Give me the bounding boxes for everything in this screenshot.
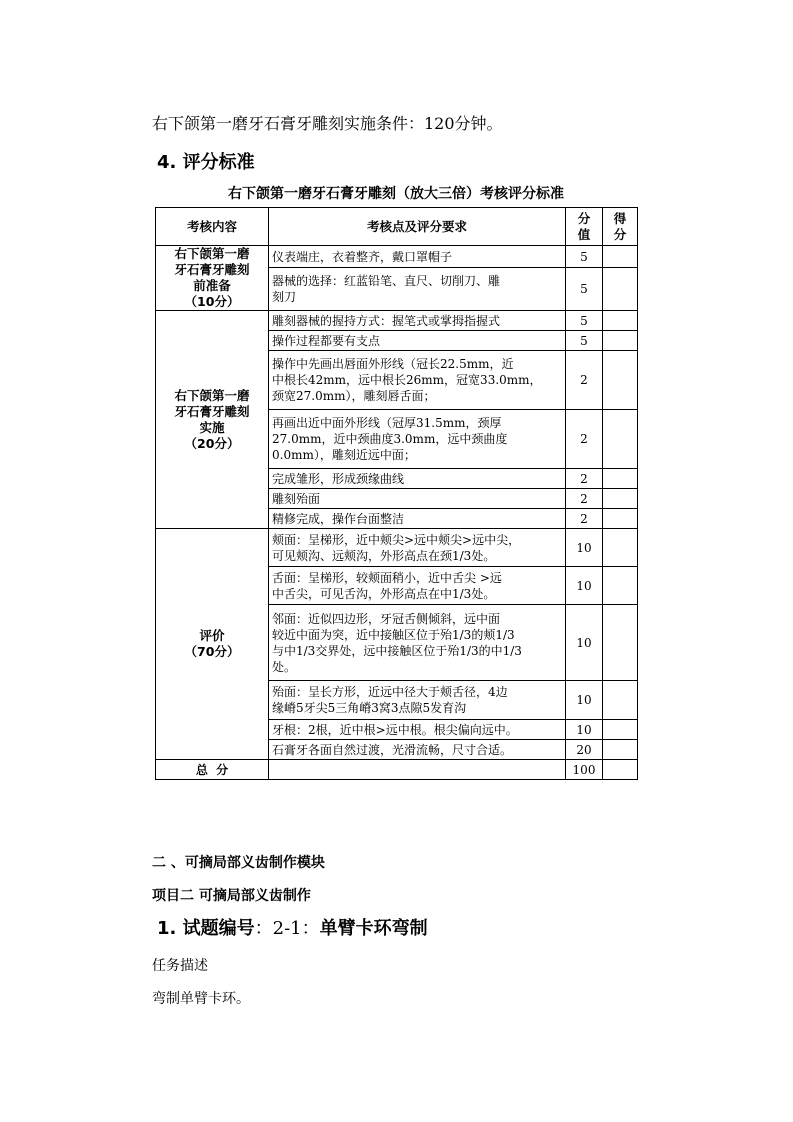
task-description: 弯制单臂卡环。 bbox=[152, 991, 250, 1007]
requirement-cell: 殆面：呈长方形，近远中径大于颊舌径，4边 缘嵴5牙尖5三角嵴3窝3点隙5发育沟 bbox=[269, 681, 566, 720]
earned-score-cell bbox=[603, 351, 638, 410]
score-cell: 10 bbox=[566, 567, 603, 605]
score-cell: 2 bbox=[566, 469, 603, 489]
category-cell: 评价 （70分） bbox=[156, 529, 269, 760]
score-cell: 2 bbox=[566, 351, 603, 410]
earned-score-cell bbox=[603, 331, 638, 351]
earned-score-cell bbox=[603, 509, 638, 529]
earned-score-cell bbox=[603, 605, 638, 681]
earned-score-cell bbox=[603, 246, 638, 268]
score-cell: 10 bbox=[566, 605, 603, 681]
earned-score-cell bbox=[603, 268, 638, 311]
score-cell: 10 bbox=[566, 529, 603, 567]
score-cell: 10 bbox=[566, 681, 603, 720]
category-cell: 右下颌第一磨 牙石膏牙雕刻 前准备 （10分） bbox=[156, 246, 269, 311]
table-header-row bbox=[156, 208, 638, 246]
score-cell: 5 bbox=[566, 311, 603, 331]
score-cell: 5 bbox=[566, 246, 603, 268]
earned-score-cell bbox=[603, 567, 638, 605]
section-4-heading: 4. 评分标准 bbox=[157, 152, 255, 173]
requirement-cell: 牙根：2根，近中根>远中根。根尖偏向远中。 bbox=[269, 720, 566, 740]
header-score: 分 值 bbox=[566, 208, 603, 246]
table-caption: 右下颌第一磨牙石膏牙雕刻（放大三倍）考核评分标准 bbox=[228, 186, 564, 202]
requirement-cell: 颊面：呈梯形，近中颊尖>远中颊尖>远中尖， 可见颊沟、远颊沟，外形高点在颈1/3处。 bbox=[269, 529, 566, 567]
earned-score-cell bbox=[603, 740, 638, 760]
requirement-cell: 完成雏形，形成颈缘曲线 bbox=[269, 469, 566, 489]
total-row bbox=[156, 760, 638, 780]
table-row bbox=[156, 246, 638, 268]
requirement-cell: 邻面：近似四边形，牙冠舌侧倾斜，远中面 较近中面为突，近中接触区位于殆1/3的颊1/3 与中1/3交界处，远中接触区位于殆1/3的中1/3 处。 bbox=[269, 605, 566, 681]
task-label: 任务描述 bbox=[152, 958, 208, 974]
requirement-cell: 舌面：呈梯形，较颊面稍小，近中舌尖 >远 中舌尖，可见舌沟，外形高点在中1/3处。 bbox=[269, 567, 566, 605]
requirement-cell: 器械的选择：红蓝铅笔、直尺、切削刀、雕 刻刀 bbox=[269, 268, 566, 311]
earned-score-cell bbox=[603, 681, 638, 720]
requirement-cell: 雕刻器械的握持方式：握笔式或掌拇指握式 bbox=[269, 311, 566, 331]
score-cell: 2 bbox=[566, 489, 603, 509]
score-cell: 5 bbox=[566, 268, 603, 311]
question-heading bbox=[157, 914, 428, 940]
earned-score-cell bbox=[603, 489, 638, 509]
requirement-cell: 精修完成，操作台面整洁 bbox=[269, 509, 566, 529]
table-row bbox=[156, 311, 638, 331]
question-number: 1. 试题编号 bbox=[157, 918, 255, 939]
total-score: 100 bbox=[566, 760, 603, 780]
score-cell: 5 bbox=[566, 331, 603, 351]
requirement-cell: 仪表端庄，衣着整齐，戴口罩帽子 bbox=[269, 246, 566, 268]
requirement-cell: 石膏牙各面自然过渡，光滑流畅，尺寸合适。 bbox=[269, 740, 566, 760]
score-cell: 2 bbox=[566, 410, 603, 469]
requirement-cell: 雕刻殆面 bbox=[269, 489, 566, 509]
question-code: ：2-1： bbox=[254, 918, 320, 939]
earned-score-cell bbox=[603, 469, 638, 489]
category-cell: 右下颌第一磨 牙石膏牙雕刻 实施 （20分） bbox=[156, 311, 269, 529]
requirement-cell: 操作过程都要有支点 bbox=[269, 331, 566, 351]
header-got: 得 分 bbox=[603, 208, 638, 246]
scoring-table bbox=[155, 207, 638, 780]
project-heading: 项目二 可摘局部义齿制作 bbox=[152, 888, 311, 904]
table-row bbox=[156, 529, 638, 567]
total-earned-cell bbox=[603, 760, 638, 780]
requirement-cell: 操作中先画出唇面外形线（冠长22.5mm，近 中根长42mm，远中根长26mm，冠宽33.0mm， 颈宽27.0mm），雕刻唇舌面； bbox=[269, 351, 566, 410]
earned-score-cell bbox=[603, 311, 638, 331]
header-content: 考核内容 bbox=[156, 208, 269, 246]
earned-score-cell bbox=[603, 529, 638, 567]
question-name: 单臂卡环弯制 bbox=[319, 918, 428, 939]
total-blank-cell bbox=[269, 760, 566, 780]
score-cell: 20 bbox=[566, 740, 603, 760]
score-cell: 2 bbox=[566, 509, 603, 529]
total-label: 总 分 bbox=[156, 760, 269, 780]
implementation-condition: 右下颌第一磨牙石膏牙雕刻实施条件：120分钟。 bbox=[152, 114, 503, 133]
score-cell: 10 bbox=[566, 720, 603, 740]
header-points: 考核点及评分要求 bbox=[269, 208, 566, 246]
earned-score-cell bbox=[603, 720, 638, 740]
section-2-heading: 二 、可摘局部义齿制作模块 bbox=[152, 855, 325, 871]
requirement-cell: 再画出近中面外形线（冠厚31.5mm，颈厚 27.0mm，近中颈曲度3.0mm，远中颈曲度 0.0mm），雕刻近远中面； bbox=[269, 410, 566, 469]
earned-score-cell bbox=[603, 410, 638, 469]
